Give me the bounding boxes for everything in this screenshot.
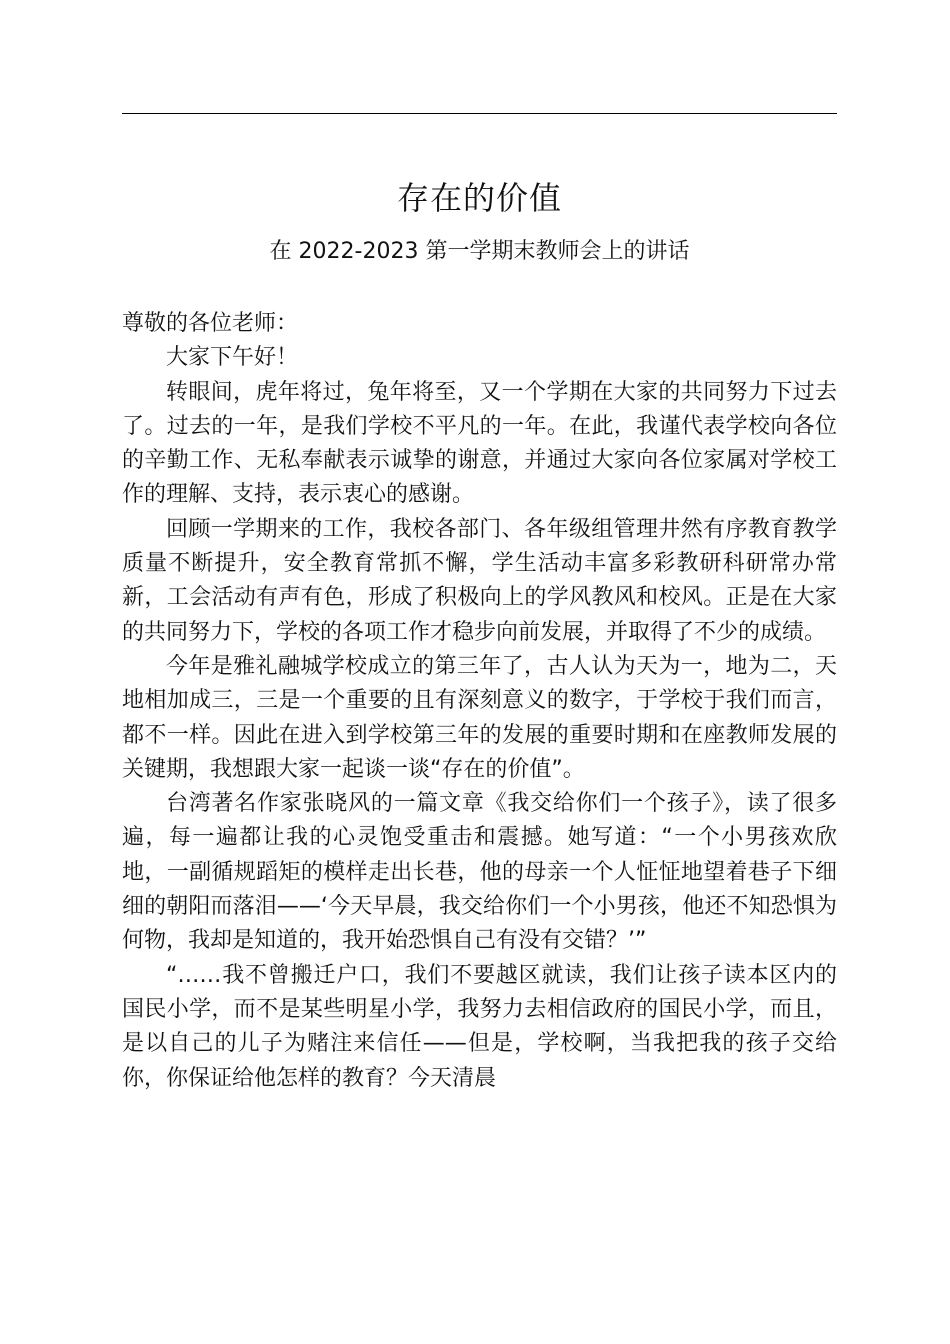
salutation: 尊敬的各位老师： [122,311,299,336]
paragraph-quote-intro: 台湾著名作家张晓风的一篇文章《我交给你们一个孩子》，读了很多遍，每一遍都让我的心灵饱受重击和震撼。她写道：“一个小男孩欢欣地，一副循规蹈矩的模样走出长巷，他的母亲一个人怔怔地望着巷子下细细的朝阳而落泪——‘今天早晨，我交给你们一个小男孩，他还不知恐惧为何物，我却是知道的，我开始恐惧自己有没有交错？’” [122,791,837,954]
paragraph-greeting: 大家下午好！ [166,345,299,371]
paragraph-third-year: 今年是雅礼融城学校成立的第三年了，古人认为天为一，地为二，天地相加成三，三是一个重要的且有深刻意义的数字，于学校于我们而言，都不一样。因此在进入到学校第三年的发展的重要时期和在座教师发展的关键期，我想跟大家一起谈一谈“存在的价值”。 [122,653,837,782]
paragraph-thanks: 转眼间，虎年将过，兔年将至，又一个学期在大家的共同努力下过去了。过去的一年，是我们学校不平凡的一年。在此，我谨代表学校向各位的辛勤工作、无私奉献表示诚挚的谢意，并通过大家向各位家属对学校工作的理解、支持，表示衷心的感谢。 [122,379,837,508]
document-title: 存在的价值 [396,179,562,217]
paragraph-review: 回顾一学期来的工作，我校各部门、各年级组管理井然有序教育教学质量不断提升，安全教育常抓不懈，学生活动丰富多彩教研科研常办常新，工会活动有声有色，形成了积极向上的学风教风和校风。正是在大家的共同努力下，学校的各项工作才稳步向前发展，并取得了不少的成绩。 [122,516,837,645]
document-body [122,307,837,1096]
header-rule [122,113,837,114]
document-subtitle: 在 2022-2023 第一学期末教师会上的讲话 [269,239,690,264]
paragraph-quote-continued: “……我不曾搬迁户口，我们不要越区就读，我们让孩子读本区内的国民小学，而不是某些明星小学，我努力去相信政府的国民小学，而且，是以自己的儿子为赌注来信任——但是，学校啊，当我把我的孩子交给你，你保证给他怎样的教育？今天清晨 [122,962,837,1091]
